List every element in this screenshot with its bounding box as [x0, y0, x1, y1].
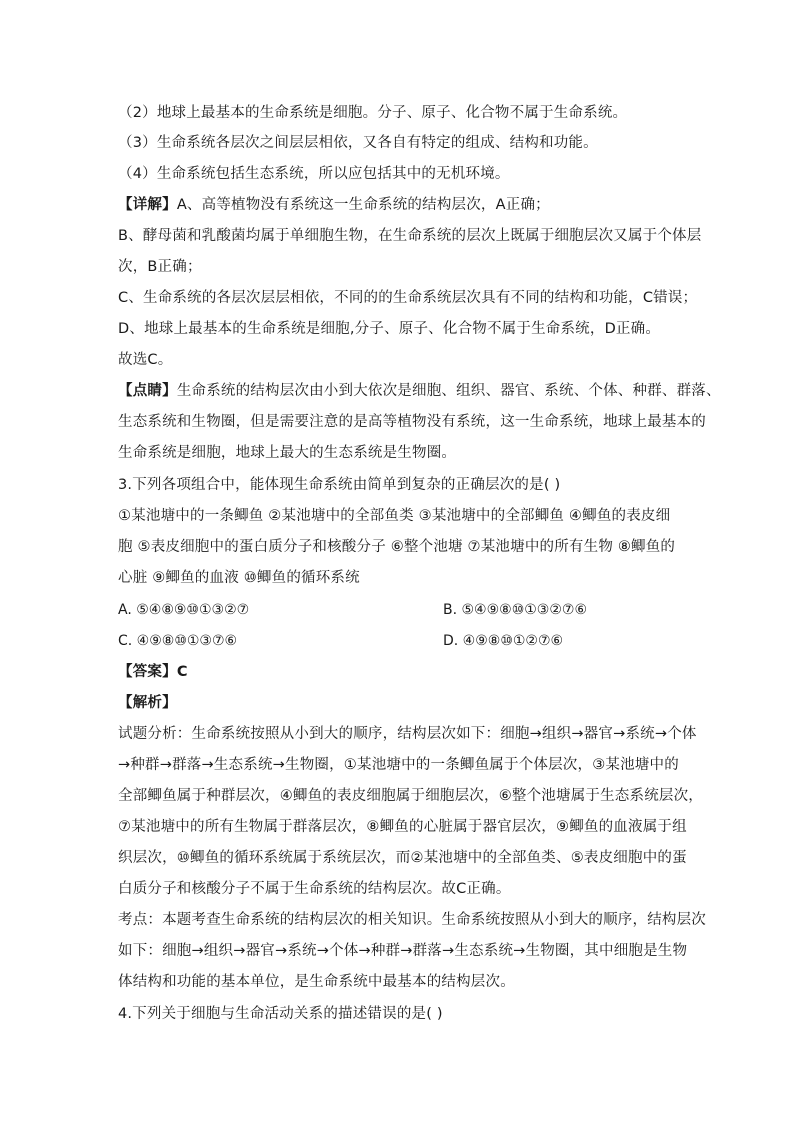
q3-items-line-1: ①某池塘中的一条鲫鱼 ②某池塘中的全部鱼类 ③某池塘中的全部鲫鱼 ④鲫鱼的表皮细 — [118, 508, 671, 524]
detail-b-line-2: 次，B正确； — [118, 259, 202, 275]
q3-analysis-line-3: 全部鲫鱼属于种群层次，④鲫鱼的表皮细胞属于细胞层次，⑥整个池塘属于生态系统层次， — [118, 788, 703, 804]
comment-line-3: 生命系统是细胞，地球上最大的生态系统是生物圈。 — [118, 445, 457, 461]
q3-items-line-2: 胞 ⑤表皮细胞中的蛋白质分子和核酸分子 ⑥整个池塘 ⑦某池塘中的所有生物 ⑧鲫鱼的 — [118, 539, 676, 555]
detail-c-line: C、生命系统的各层次层层相依，不同的的生命系统层次具有不同的结构和功能，C错误； — [118, 290, 698, 306]
detail-choice: 故选C。 — [118, 352, 173, 368]
q3-option-c: C. ④⑨⑧⑩①③⑦⑥ — [118, 633, 238, 649]
q3-analysis-label — [118, 694, 678, 712]
q3-analysis-line-6: 白质分子和核酸分子不属于生命系统的结构层次。故C正确。 — [118, 881, 511, 897]
detail-label: 【详解】 — [118, 197, 177, 213]
q3-analysis-line-4: ⑦某池塘中的所有生物属于群落层次，⑧鲫鱼的心脏属于器官层次，⑨鲫鱼的血液属于组 — [118, 819, 687, 835]
q3-option-a: A. ⑤④⑧⑨⑩①③②⑦ — [118, 602, 250, 618]
comment-line-1 — [118, 382, 721, 400]
q3-answer-line — [118, 663, 678, 681]
q3-stem: 3.下列各项组合中，能体现生命系统由简单到复杂的正确层次的是( ) — [118, 477, 561, 493]
answer-value: C — [176, 664, 188, 680]
analysis-label: 【解析】 — [118, 695, 177, 711]
comment-line-2: 生态系统和生物圈，但是需要注意的是高等植物没有系统，这一生命系统，地球上最基本的 — [118, 414, 706, 430]
analysis-point-4: （4）生命系统包括生态系统，所以应包括其中的无机环境。 — [118, 166, 510, 182]
q3-kaodian-line-1: 考点：本题考查生命系统的结构层次的相关知识。生命系统按照从小到大的顺序，结构层次 — [118, 912, 706, 928]
q3-option-d: D. ④⑨⑧⑩①②⑦⑥ — [443, 633, 564, 649]
q3-analysis-line-1: 试题分析：生命系统按照从小到大的顺序，结构层次如下：细胞→组织→器官→系统→个体 — [118, 726, 697, 742]
q3-kaodian-line-3: 体结构和功能的基本单位，是生命系统中最基本的结构层次。 — [118, 974, 515, 990]
analysis-point-2: （2）地球上最基本的生命系统是细胞。分子、原子、化合物不属于生命系统。 — [118, 105, 628, 121]
analysis-point-3: （3）生命系统各层次之间层层相依，又各自有特定的组成、结构和功能。 — [118, 135, 598, 151]
q3-items-line-3: 心脏 ⑨鲫鱼的血液 ⑩鲫鱼的循环系统 — [118, 570, 360, 586]
comment-text-1: 生命系统的结构层次由小到大依次是细胞、组织、器官、系统、个体、种群、群落、 — [176, 383, 721, 399]
q4-stem: 4.下列关于细胞与生命活动关系的描述错误的是( ) — [118, 1006, 443, 1022]
q3-analysis-line-2: →种群→群落→生态系统→生物圈，①某池塘中的一条鲫鱼属于个体层次，③某池塘中的 — [118, 757, 679, 773]
detail-a-line — [118, 196, 678, 214]
detail-b-line-1: B、酵母菌和乳酸菌均属于单细胞生物，在生命系统的层次上既属于细胞层次又属于个体层 — [118, 228, 702, 244]
q3-option-b: B. ⑤④⑨⑧⑩①③②⑦⑥ — [443, 602, 588, 618]
answer-label: 【答案】 — [118, 664, 177, 680]
q3-analysis-line-5: 织层次，⑩鲫鱼的循环系统属于系统层次，而②某池塘中的全部鱼类、⑤表皮细胞中的蛋 — [118, 850, 687, 866]
detail-d-line: D、地球上最基本的生命系统是细胞,分子、原子、化合物不属于生命系统，D正确。 — [118, 321, 661, 337]
q3-kaodian-line-2: 如下：细胞→组织→器官→系统→个体→种群→群落→生态系统→生物圈，其中细胞是生物 — [118, 943, 688, 959]
comment-label: 【点睛】 — [118, 383, 177, 399]
detail-a-text: A、高等植物没有系统这一生命系统的结构层次，A正确； — [176, 197, 550, 213]
